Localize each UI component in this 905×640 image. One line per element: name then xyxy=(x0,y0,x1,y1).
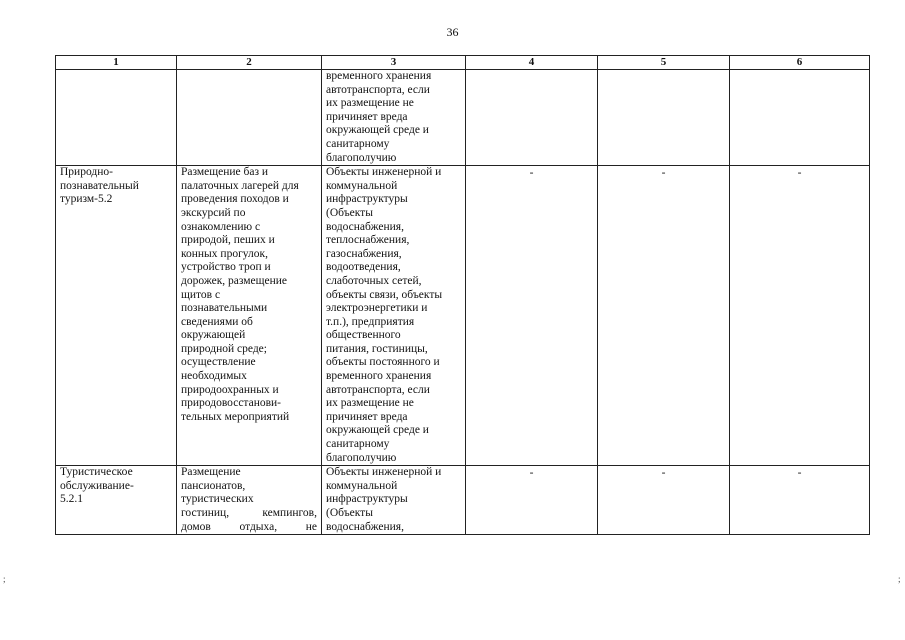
cell-text-line: Объекты инженерной и xyxy=(326,166,442,179)
cell-text-line: необходимых xyxy=(181,370,247,383)
dash-value: - xyxy=(661,467,666,480)
cell-text-line: их размещение не xyxy=(326,397,414,410)
cell-col1 xyxy=(56,466,177,535)
cell-col6 xyxy=(730,70,870,166)
cell-text-line: проведения походов и xyxy=(181,193,289,206)
cell-text-line: временного хранения xyxy=(326,70,432,82)
cell-text-line: автотранспорта, если xyxy=(326,383,430,396)
cell-text-line: водоотведения, xyxy=(326,261,401,274)
cell-text-line: т.п.), предприятия xyxy=(326,315,415,328)
cell-col3 xyxy=(322,70,466,166)
cell-text-line: питания, гостиницы, xyxy=(326,342,428,355)
cell-text-line: инфраструктуры xyxy=(326,193,408,206)
table-row xyxy=(56,166,870,466)
dash-value: - xyxy=(529,467,534,480)
cell-text-line: водоснабжения, xyxy=(326,520,404,533)
left-margin-mark: ; xyxy=(3,574,6,584)
cell-text-line: Размещение xyxy=(181,466,241,479)
cell-text-line: устройство троп и xyxy=(181,261,271,274)
cell-col3 xyxy=(322,466,466,535)
cell-text-line: благополучию xyxy=(326,151,397,164)
cell-text-line: газоснабжения, xyxy=(326,247,402,260)
cell-text-line: обслуживание- xyxy=(60,479,134,492)
cell-text-line: познавательный xyxy=(60,179,139,192)
header-col-5: 5 xyxy=(598,56,730,70)
cell-text-line: окружающей среде и xyxy=(326,124,429,137)
header-col-4: 4 xyxy=(466,56,598,70)
cell-text-line: осуществление xyxy=(181,356,256,369)
dash-value: - xyxy=(797,467,802,480)
header-col-6: 6 xyxy=(730,56,870,70)
cell-col1 xyxy=(56,70,177,166)
cell-text-line: щитов с xyxy=(181,288,221,301)
cell-text-line: Объекты инженерной и xyxy=(326,466,442,479)
cell-col1 xyxy=(56,166,177,466)
cell-text-line: Туристическое xyxy=(60,466,133,479)
cell-text-line: дорожек, размещение xyxy=(181,274,288,287)
cell-col5 xyxy=(598,70,730,166)
right-margin-mark: ; xyxy=(898,574,901,584)
cell-text-line: природовосстанови- xyxy=(181,397,282,410)
dash-value: - xyxy=(661,167,666,180)
cell-text-line: домов отдыха, не xyxy=(181,520,317,533)
cell-col2 xyxy=(177,70,322,166)
cell-text-line: туризм-5.2 xyxy=(60,193,113,206)
cell-text-line: палаточных лагерей для xyxy=(181,179,299,192)
cell-text-line: их размещение не xyxy=(326,97,414,110)
cell-text-line: временного хранения xyxy=(326,370,432,383)
cell-text-line: 5.2.1 xyxy=(60,493,83,506)
cell-col2 xyxy=(177,466,322,535)
cell-col3 xyxy=(322,166,466,466)
header-col-1: 1 xyxy=(56,56,177,70)
header-col-3: 3 xyxy=(322,56,466,70)
cell-text-line: ознакомлению с xyxy=(181,220,261,233)
cell-text-line: (Объекты xyxy=(326,507,373,519)
cell-text-line: (Объекты xyxy=(326,206,373,219)
cell-text-line: Размещение баз и xyxy=(181,166,269,179)
cell-text-line: туристических xyxy=(181,493,254,506)
cell-text-line: окружающей xyxy=(181,329,246,342)
cell-text-line: инфраструктуры xyxy=(326,493,408,506)
cell-col5 xyxy=(598,166,730,466)
cell-text-line: теплоснабжения, xyxy=(326,234,410,247)
cell-text-line: сведениями об xyxy=(181,315,253,328)
cell-text-line: объекты связи, объекты xyxy=(326,288,443,301)
cell-col6 xyxy=(730,466,870,535)
cell-text-line: коммунальной xyxy=(326,479,398,492)
land-use-table xyxy=(55,55,870,535)
header-row xyxy=(56,56,870,70)
cell-text-line: объекты постоянного и xyxy=(326,356,440,369)
cell-text-line: причиняет вреда xyxy=(326,410,408,423)
cell-text-line: конных прогулок, xyxy=(181,247,268,260)
cell-col6 xyxy=(730,166,870,466)
cell-text-line: Природно- xyxy=(60,166,113,179)
cell-text-line: природоохранных и xyxy=(181,383,279,396)
page-number: 36 xyxy=(446,25,459,39)
table-row xyxy=(56,70,870,166)
cell-text-line: общественного xyxy=(326,329,401,342)
cell-text-line: пансионатов, xyxy=(181,479,246,492)
cell-text-line: познавательными xyxy=(181,302,268,315)
cell-col4 xyxy=(466,466,598,535)
dash-value: - xyxy=(529,167,534,180)
cell-text-line: благополучию xyxy=(326,451,397,464)
cell-col4 xyxy=(466,70,598,166)
cell-text-line: тельных мероприятий xyxy=(181,410,290,423)
cell-text-line: санитарному xyxy=(326,438,390,451)
cell-col5 xyxy=(598,466,730,535)
cell-text-line: санитарному xyxy=(326,137,390,150)
cell-text-line: экскурсий по xyxy=(181,206,246,219)
cell-text-line: автотранспорта, если xyxy=(326,83,430,96)
cell-col2 xyxy=(177,166,322,466)
cell-text-line: причиняет вреда xyxy=(326,110,408,123)
dash-value: - xyxy=(797,167,802,180)
cell-text-line: водоснабжения, xyxy=(326,220,404,233)
cell-text-line: гостиниц, кемпингов, xyxy=(181,507,317,519)
cell-text-line: слаботочных сетей, xyxy=(326,274,422,287)
cell-text-line: коммунальной xyxy=(326,179,398,192)
cell-text-line: природной среде; xyxy=(181,342,267,355)
cell-text-line: окружающей среде и xyxy=(326,424,429,437)
cell-col4 xyxy=(466,166,598,466)
table-row xyxy=(56,466,870,535)
header-col-2: 2 xyxy=(177,56,322,70)
cell-text-line: природой, пеших и xyxy=(181,234,275,247)
cell-text-line: электроэнергетики и xyxy=(326,302,428,315)
